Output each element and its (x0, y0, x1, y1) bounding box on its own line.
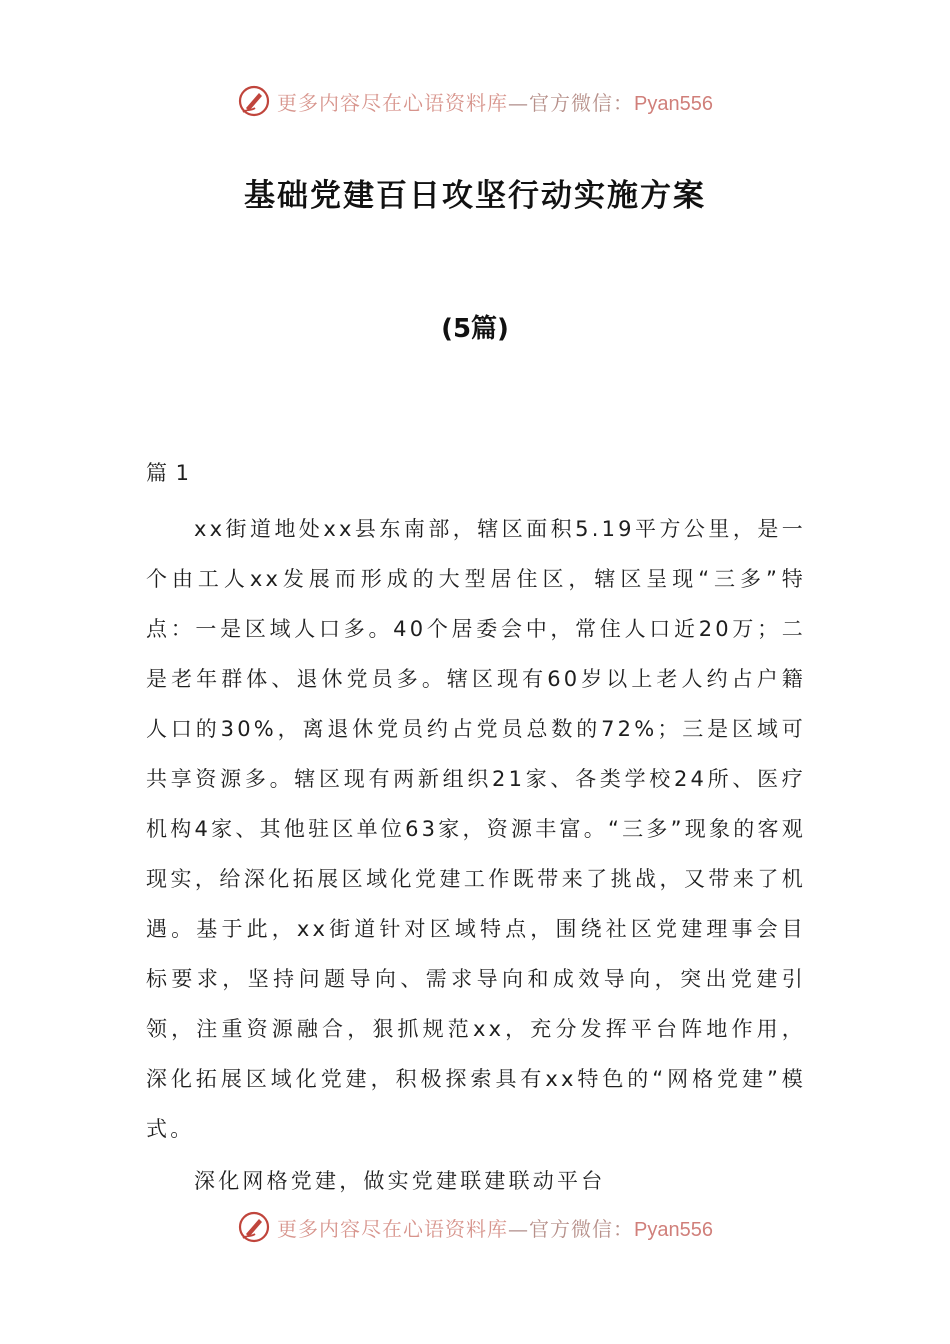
watermark-id: Pyan556 (634, 92, 713, 115)
body-paragraph: xx街道地处xx县东南部，辖区面积5.19平方公里，是一个由工人xx发展而形成的大型居住区，辖区呈现“三多”特点：一是区域人口多。40个居委会中，常住人口近20万；二是老年群体、退休党员多。辖区现有60岁以上老人约占户籍人口的30%，离退休党员约占党员总数的72%；三是区域可共享资源多。辖区现有两新组织21家、各类学校24所、医疗机构4家、其他驻区单位63家，资源丰富。“三多”现象的客观现实，给深化拓展区域化党建工作既带来了挑战，又带来了机遇。基于此，xx街道针对区域特点，围绕社区党建理事会目标要求，坚持问题导向、需求导向和成效导向，突出党建引领，注重资源融合，狠抓规范xx，充分发挥平台阵地作用，深化拓展区域化党建，积极探索具有xx特色的“网格党建”模式。 (146, 517, 806, 1141)
section-heading: 深化网格党建，做实党建联建联动平台 (194, 1169, 606, 1193)
watermark-brand: 更多内容尽在心语资料库 (277, 1216, 509, 1241)
document-body (146, 448, 806, 1206)
section-label: 篇 1 (146, 461, 191, 485)
watermark-separator: — (508, 90, 530, 115)
watermark-label: 官方微信： (529, 90, 635, 115)
document-subtitle: (5篇) (441, 314, 509, 344)
footer-watermark (0, 1210, 950, 1244)
watermark-label: 官方微信： (529, 1216, 635, 1241)
watermark-text (277, 87, 713, 116)
watermark-separator: — (508, 1216, 530, 1241)
watermark-text (277, 1213, 713, 1242)
pen-logo-icon (237, 1210, 271, 1244)
watermark-id: Pyan556 (634, 1218, 713, 1241)
pen-logo-icon (237, 84, 271, 118)
header-watermark (0, 84, 950, 118)
watermark-brand: 更多内容尽在心语资料库 (277, 90, 509, 115)
document-title: 基础党建百日攻坚行动实施方案 (244, 178, 706, 214)
